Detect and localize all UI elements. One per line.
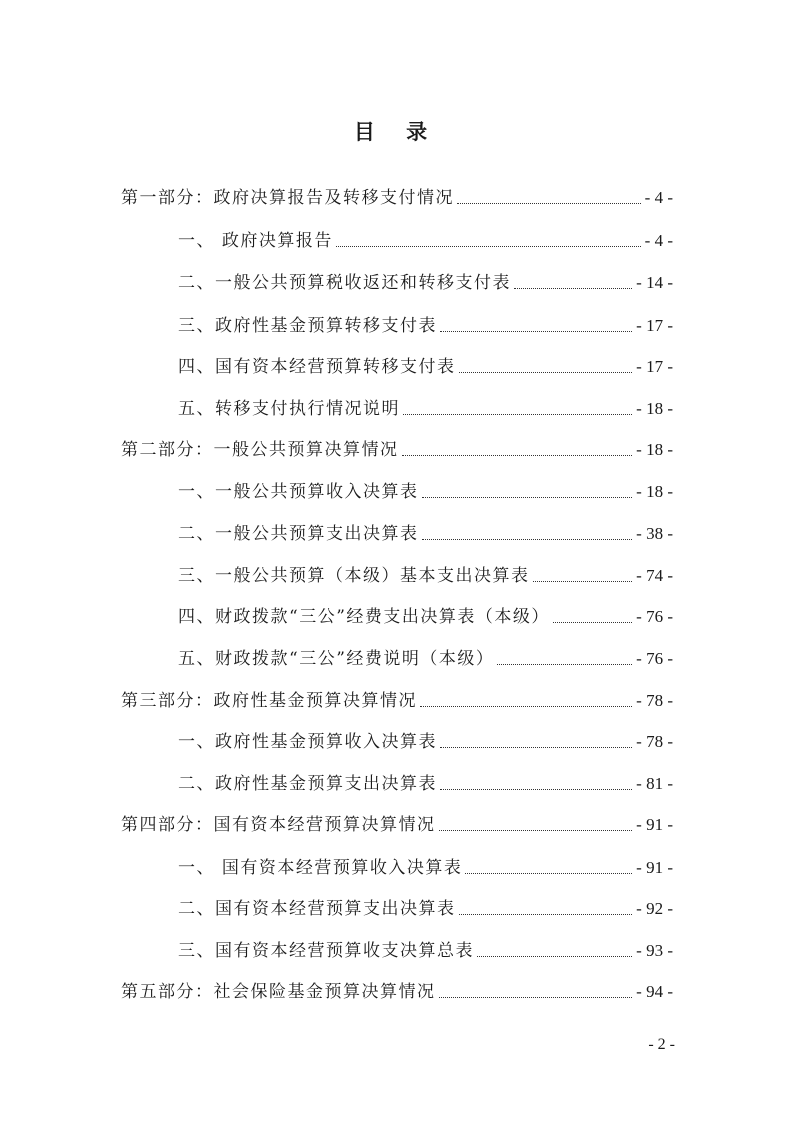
toc-label: 四、国有资本经营预算转移支付表 — [178, 357, 456, 377]
toc-entry[interactable] — [178, 479, 673, 505]
toc-label: 第二部分：一般公共预算决算情况 — [121, 440, 399, 460]
toc-leader — [336, 246, 641, 247]
toc-entry-part-2[interactable] — [121, 437, 673, 463]
toc-entry-part-5[interactable] — [121, 979, 673, 1005]
toc-leader — [440, 747, 632, 748]
toc-page: - 91 - — [636, 815, 673, 834]
toc-label: 第一部分：政府决算报告及转移支付情况 — [121, 188, 454, 208]
toc-page: - 18 - — [636, 399, 673, 418]
toc-entry-part-1[interactable] — [121, 185, 673, 211]
toc-label: 五、财政拨款“三公”经费说明（本级） — [178, 649, 495, 669]
toc-leader — [422, 539, 633, 540]
toc-leader — [403, 414, 632, 415]
toc-label: 四、财政拨款“三公”经费支出决算表（本级） — [178, 607, 550, 627]
toc-page: - 91 - — [636, 858, 673, 877]
toc-page: - 14 - — [636, 273, 673, 292]
toc-page: - 93 - — [636, 941, 673, 960]
toc-label: 一、 政府决算报告 — [178, 231, 333, 251]
toc-label: 三、国有资本经营预算收支决算总表 — [178, 941, 474, 961]
toc-entry[interactable] — [178, 270, 673, 296]
toc-entry[interactable] — [178, 938, 673, 964]
toc-leader — [533, 581, 633, 582]
toc-entry[interactable] — [178, 604, 673, 630]
toc-entry[interactable] — [178, 521, 673, 547]
toc-leader — [477, 956, 632, 957]
toc-leader — [459, 914, 633, 915]
toc-entry[interactable] — [178, 228, 673, 254]
toc-page: - 76 - — [636, 649, 673, 668]
toc-entry[interactable] — [178, 729, 673, 755]
toc-entry[interactable] — [178, 313, 673, 339]
toc-entry[interactable] — [178, 896, 673, 922]
toc-leader — [422, 497, 633, 498]
toc-label: 三、一般公共预算（本级）基本支出决算表 — [178, 566, 530, 586]
toc-entry[interactable] — [178, 396, 673, 422]
toc-page: - 17 - — [636, 357, 673, 376]
toc-page: - 4 - — [644, 188, 673, 207]
toc-entry[interactable] — [178, 563, 673, 589]
toc-entry[interactable] — [178, 354, 673, 380]
toc-label: 二、政府性基金预算支出决算表 — [178, 774, 437, 794]
toc-leader — [514, 288, 632, 289]
toc-entry-part-3[interactable] — [121, 688, 673, 714]
toc-label: 二、一般公共预算税收返还和转移支付表 — [178, 273, 511, 293]
toc-entry[interactable] — [178, 771, 673, 797]
toc-label: 一、政府性基金预算收入决算表 — [178, 732, 437, 752]
toc-page: - 76 - — [636, 607, 673, 626]
toc-page: - 74 - — [636, 566, 673, 585]
toc-page: - 92 - — [636, 899, 673, 918]
toc-leader — [440, 789, 632, 790]
toc-leader — [553, 622, 632, 623]
toc-entry[interactable] — [178, 646, 673, 672]
toc-label: 一、 国有资本经营预算收入决算表 — [178, 858, 463, 878]
toc-label: 第三部分：政府性基金预算决算情况 — [121, 691, 417, 711]
toc-entry[interactable] — [178, 855, 673, 881]
toc-label: 三、政府性基金预算转移支付表 — [178, 316, 437, 336]
toc-leader — [402, 455, 633, 456]
toc-label: 第四部分：国有资本经营预算决算情况 — [121, 815, 436, 835]
toc-label: 二、国有资本经营预算支出决算表 — [178, 899, 456, 919]
toc-page: - 38 - — [636, 524, 673, 543]
toc-page: - 4 - — [644, 231, 673, 250]
toc-leader — [457, 203, 641, 204]
toc-leader — [497, 664, 632, 665]
toc-page: - 94 - — [636, 982, 673, 1001]
toc-entry-part-4[interactable] — [121, 812, 673, 838]
toc-page: - 18 - — [636, 440, 673, 459]
toc-page: - 78 - — [636, 732, 673, 751]
toc-page: - 78 - — [636, 691, 673, 710]
toc-leader — [465, 873, 632, 874]
toc-leader — [440, 331, 632, 332]
toc-leader — [420, 706, 632, 707]
toc-label: 一、一般公共预算收入决算表 — [178, 482, 419, 502]
page-number: - 2 - — [648, 1036, 675, 1053]
toc-leader — [439, 997, 633, 998]
toc-label: 第五部分：社会保险基金预算决算情况 — [121, 982, 436, 1002]
toc-leader — [459, 372, 633, 373]
toc-leader — [439, 830, 633, 831]
page-title: 目 录 — [353, 119, 440, 144]
toc-page: - 81 - — [636, 774, 673, 793]
toc-page: - 18 - — [636, 482, 673, 501]
toc-page: - 17 - — [636, 316, 673, 335]
toc-label: 五、转移支付执行情况说明 — [178, 399, 400, 419]
toc-label: 二、一般公共预算支出决算表 — [178, 524, 419, 544]
